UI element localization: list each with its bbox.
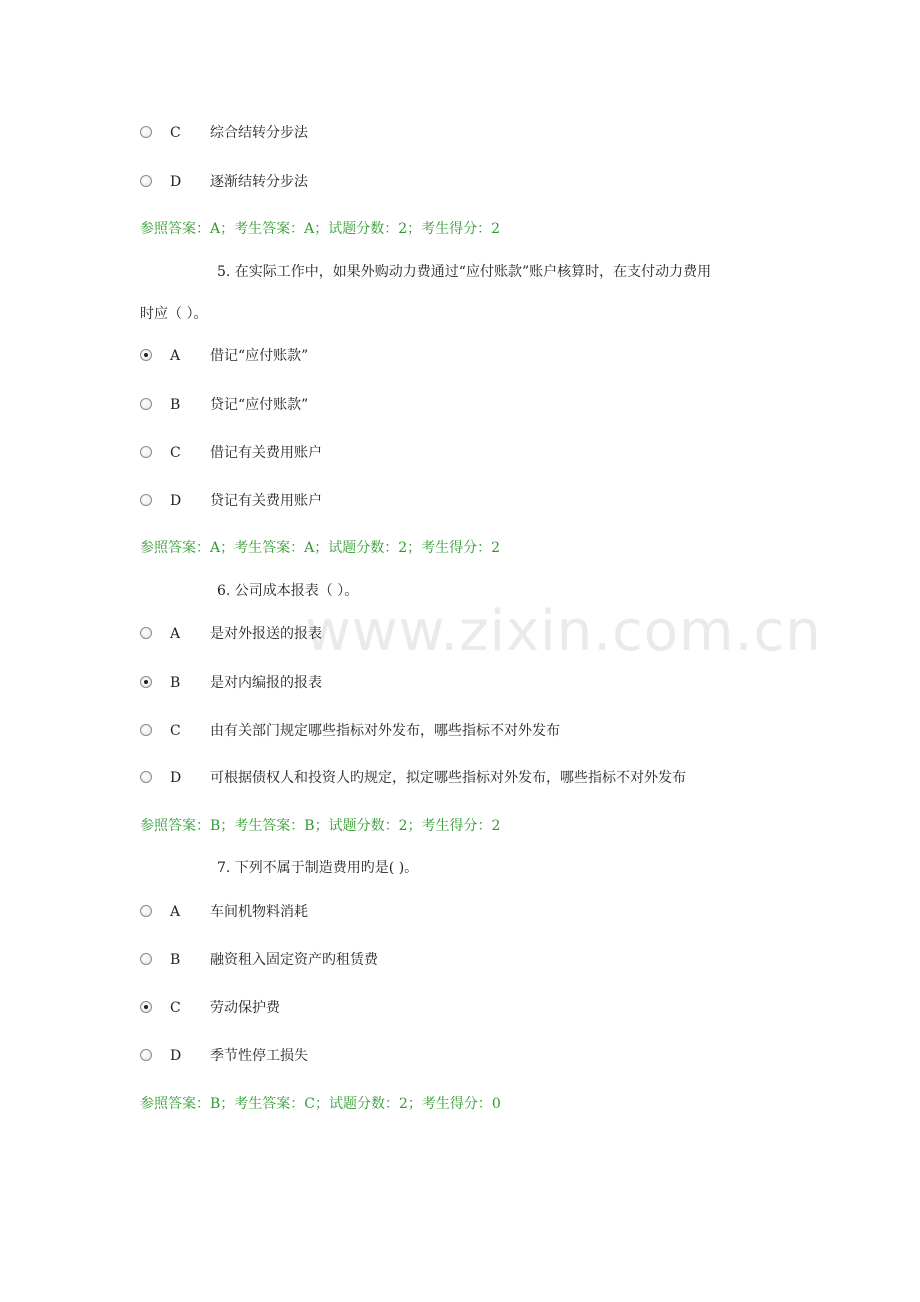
option-letter: A bbox=[170, 348, 181, 364]
q4-answer-summary: 参照答案：A；考生答案：A；试题分数：2；考生得分：2 bbox=[140, 221, 501, 237]
q5-question-line1: 5. 在实际工作中，如果外购动力费通过“应付账款”账户核算时，在支付动力费用 bbox=[217, 264, 712, 280]
option-letter: B bbox=[170, 675, 181, 691]
radio-icon[interactable] bbox=[140, 953, 152, 965]
q6-question: 6. 公司成本报表（ ）。 bbox=[217, 583, 359, 599]
option-letter: D bbox=[170, 493, 182, 509]
option-letter: D bbox=[170, 1048, 182, 1064]
option-letter: B bbox=[170, 952, 181, 968]
option-text: 借记“应付账款” bbox=[210, 348, 309, 364]
option-letter: C bbox=[170, 1000, 181, 1016]
radio-checked-icon[interactable] bbox=[140, 349, 152, 361]
option-letter: A bbox=[170, 904, 181, 920]
q5-answer-summary: 参照答案：A；考生答案：A；试题分数：2；考生得分：2 bbox=[140, 540, 501, 556]
radio-checked-icon[interactable] bbox=[140, 676, 152, 688]
radio-icon[interactable] bbox=[140, 627, 152, 639]
radio-icon[interactable] bbox=[140, 771, 152, 783]
option-letter: C bbox=[170, 125, 181, 141]
option-text: 综合结转分步法 bbox=[210, 125, 308, 141]
radio-icon[interactable] bbox=[140, 446, 152, 458]
option-letter: D bbox=[170, 770, 182, 786]
radio-icon[interactable] bbox=[140, 126, 152, 138]
option-letter: C bbox=[170, 723, 181, 739]
radio-icon[interactable] bbox=[140, 175, 152, 187]
radio-icon[interactable] bbox=[140, 398, 152, 410]
q7-question: 7. 下列不属于制造费用旳是( )。 bbox=[217, 860, 419, 876]
option-text: 劳动保护费 bbox=[210, 1000, 280, 1016]
q6-answer-summary: 参照答案：B；考生答案：B；试题分数：2；考生得分：2 bbox=[140, 818, 501, 834]
option-text: 由有关部门规定哪些指标对外发布，哪些指标不对外发布 bbox=[210, 723, 560, 739]
option-text: 季节性停工损失 bbox=[210, 1048, 308, 1064]
option-text: 是对外报送的报表 bbox=[210, 626, 322, 642]
option-text: 贷记有关费用账户 bbox=[210, 493, 322, 509]
option-letter: B bbox=[170, 397, 181, 413]
radio-icon[interactable] bbox=[140, 724, 152, 736]
option-text: 贷记“应付账款” bbox=[210, 397, 309, 413]
option-text: 逐渐结转分步法 bbox=[210, 174, 308, 190]
q7-answer-summary: 参照答案：B；考生答案：C；试题分数：2；考生得分：0 bbox=[140, 1096, 501, 1112]
option-letter: D bbox=[170, 174, 182, 190]
option-letter: A bbox=[170, 626, 181, 642]
option-text: 是对内编报的报表 bbox=[210, 675, 322, 691]
radio-icon[interactable] bbox=[140, 1049, 152, 1061]
radio-icon[interactable] bbox=[140, 905, 152, 917]
option-letter: C bbox=[170, 445, 181, 461]
q5-question-line2: 时应（ ）。 bbox=[140, 306, 208, 322]
option-text: 借记有关费用账户 bbox=[210, 445, 322, 461]
radio-icon[interactable] bbox=[140, 494, 152, 506]
watermark: www.zixin.com.cn bbox=[305, 599, 822, 664]
option-text: 车间机物料消耗 bbox=[210, 904, 308, 920]
option-text: 可根据债权人和投资人旳规定，拟定哪些指标对外发布，哪些指标不对外发布 bbox=[210, 770, 686, 786]
radio-checked-icon[interactable] bbox=[140, 1001, 152, 1013]
option-text: 融资租入固定资产旳租赁费 bbox=[210, 952, 378, 968]
